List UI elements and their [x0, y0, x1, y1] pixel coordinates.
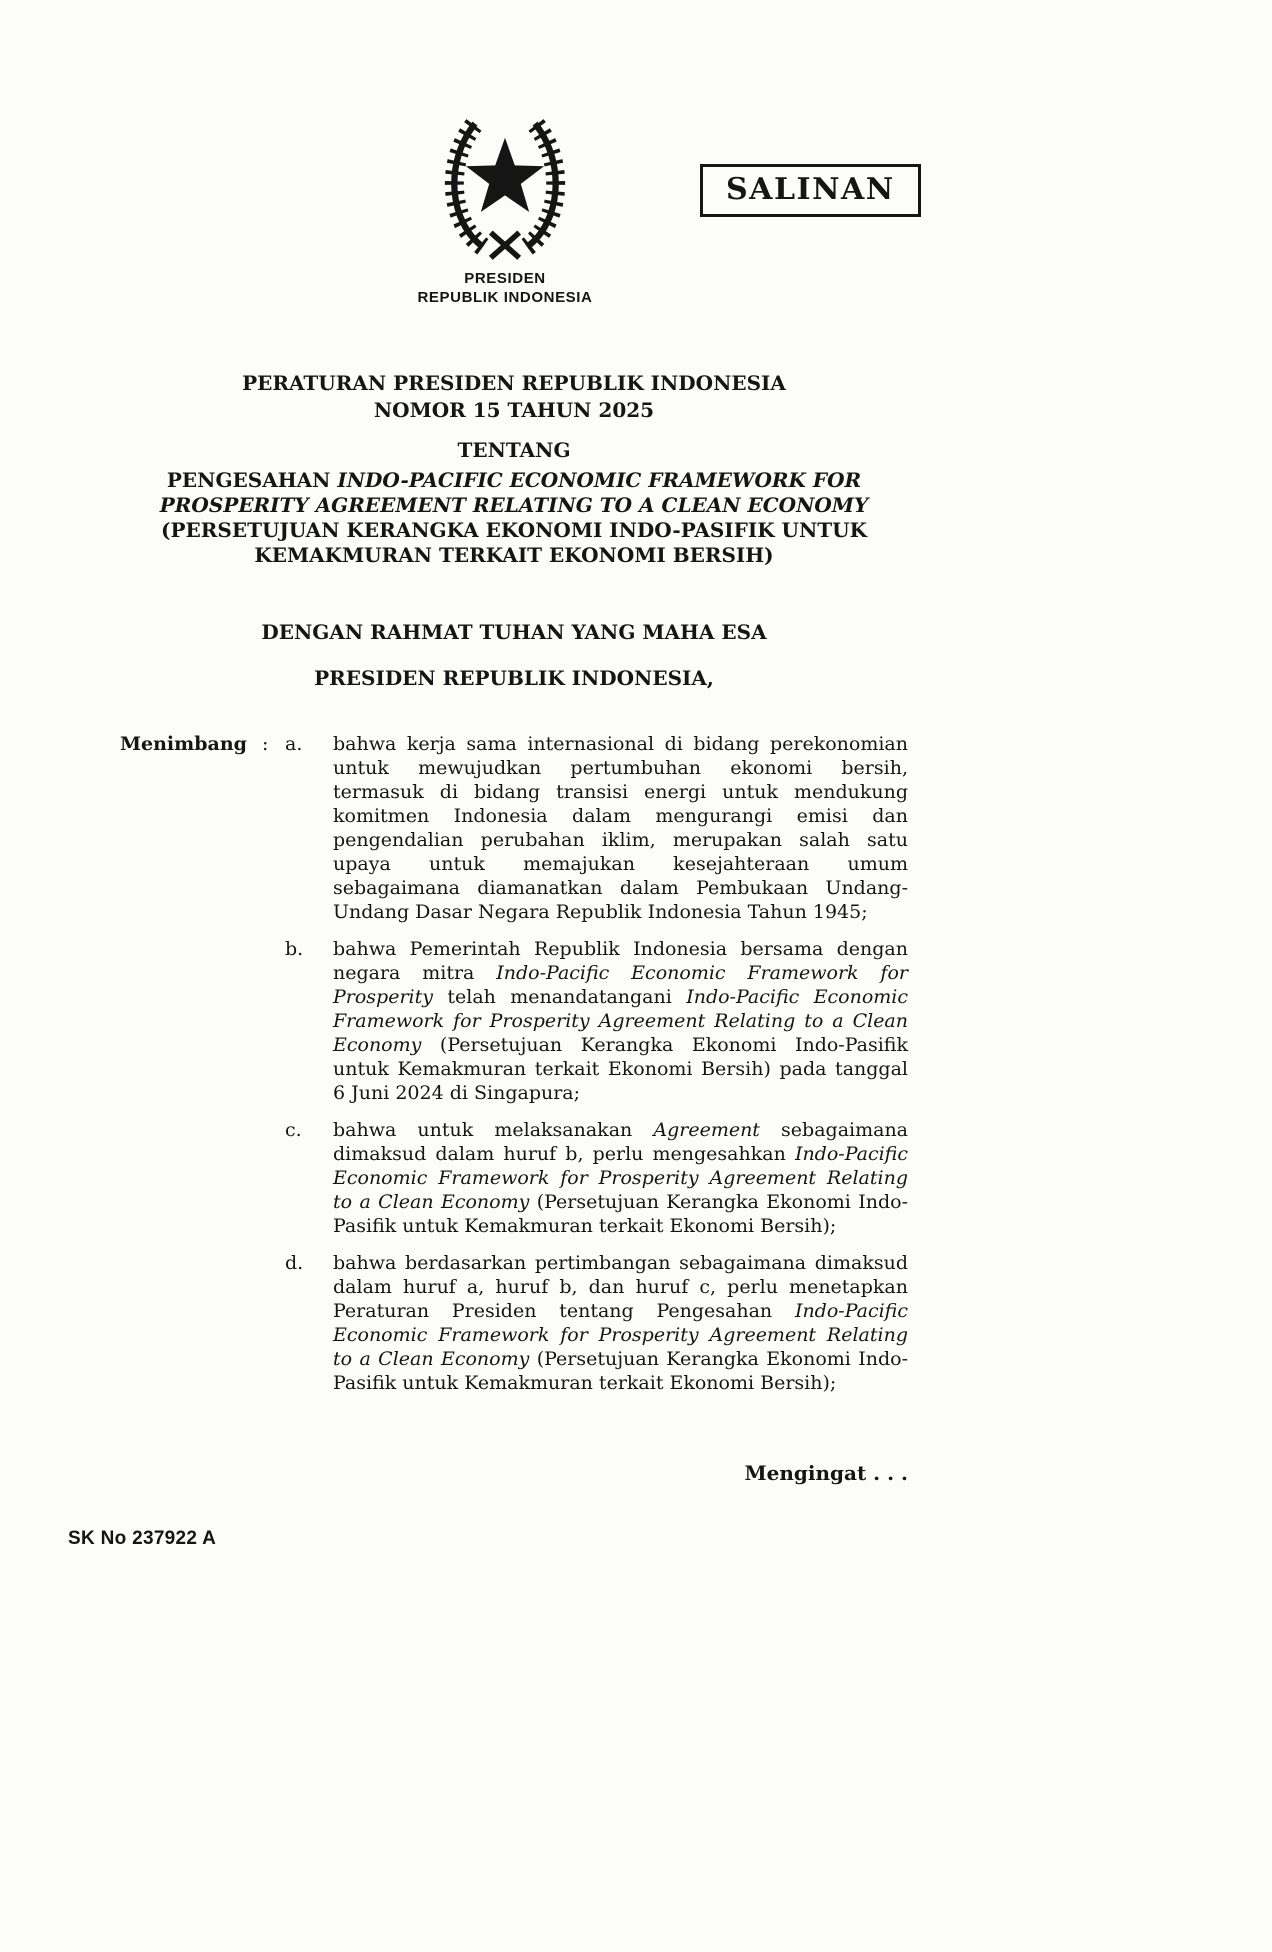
- presidential-emblem: [425, 103, 585, 261]
- letterhead-presiden: PRESIDEN: [464, 270, 546, 287]
- considering-item-letter: b.: [285, 938, 304, 960]
- regulation-subject: PENGESAHAN INDO-PACIFIC ECONOMIC FRAMEWORK FOR PROSPERITY AGREEMENT RELATING TO A CLEAN ECONOMY (PERSETUJUAN KERANGKA EKONOMI INDO-PASIFIK UNTUK KEMAKMURAN TERKAIT EKONOMI BERSIH): [159, 468, 869, 567]
- considering-item-text: bahwa untuk melaksanakan Agreement sebagaimana dimaksud dalam huruf b, perlu mengesahkan Indo-Pacific Economic Framework for Prosperity Agreement Relating to a Clean Economy (Persetujuan Kerangka Ekonomi Indo-Pasifik untuk Kemakmuran terkait Ekonomi Bersih);: [333, 1119, 909, 1237]
- document-body: [120, 370, 908, 1485]
- letterhead-republik-indonesia: REPUBLIK INDONESIA: [417, 289, 593, 306]
- letterhead: [355, 269, 655, 307]
- considering-separator: :: [262, 733, 269, 755]
- regulation-title-line1: PERATURAN PRESIDEN REPUBLIK INDONESIA: [242, 371, 786, 395]
- salinan-stamp: [700, 164, 921, 217]
- considering-item-letter: c.: [285, 1119, 302, 1141]
- page-continuation-catchword: Mengingat . . .: [744, 1461, 908, 1485]
- considering-section: [120, 732, 908, 1395]
- grace-line: DENGAN RAHMAT TUHAN YANG MAHA ESA: [261, 620, 767, 644]
- considering-item-text: bahwa berdasarkan pertimbangan sebagaimana dimaksud dalam huruf a, huruf b, dan huruf c, perlu menetapkan Peraturan Presiden tentang Pengesahan Indo-Pacific Economic Framework for Prosperity Agreement Relating to a Clean Economy (Persetujuan Kerangka Ekonomi Indo-Pasifik untuk Kemakmuran terkait Ekonomi Bersih);: [333, 1252, 908, 1394]
- regulation-number-line: NOMOR 15 TAHUN 2025: [373, 398, 655, 422]
- considering-item-letter: d.: [285, 1252, 304, 1274]
- considering-item-letter: a.: [285, 733, 303, 755]
- considering-label: Menimbang: [120, 733, 247, 755]
- considering-item-text: bahwa Pemerintah Republik Indonesia bersama dengan negara mitra Indo-Pacific Economic Framework for Prosperity telah menandatangani Indo-Pacific Economic Framework for Prosperity Agreement Relating to a Clean Economy (Persetujuan Kerangka Ekonomi Indo-Pasifik untuk Kemakmuran terkait Ekonomi Bersih) pada tanggal 6 Juni 2024 di Singapura;: [333, 938, 908, 1104]
- star-wreath-emblem: [425, 103, 585, 261]
- tentang-heading: TENTANG: [457, 438, 571, 462]
- considering-item-text: bahwa kerja sama internasional di bidang perekonomian untuk mewujudkan pertumbuhan ekonomi bersih, termasuk di bidang transisi energi untuk mendukung komitmen Indonesia dalam mengurangi emisi dan pengendalian perubahan iklim, merupakan salah satu upaya untuk memajukan kesejahteraan umum sebagaimana diamanatkan dalam Pembukaan Undang-Undang Dasar Negara Republik Indonesia Tahun 1945;: [333, 733, 908, 923]
- sk-number: SK No 237922 A: [68, 1528, 217, 1549]
- president-line: PRESIDEN REPUBLIK INDONESIA,: [314, 666, 714, 690]
- salinan-stamp-label: SALINAN: [726, 172, 895, 207]
